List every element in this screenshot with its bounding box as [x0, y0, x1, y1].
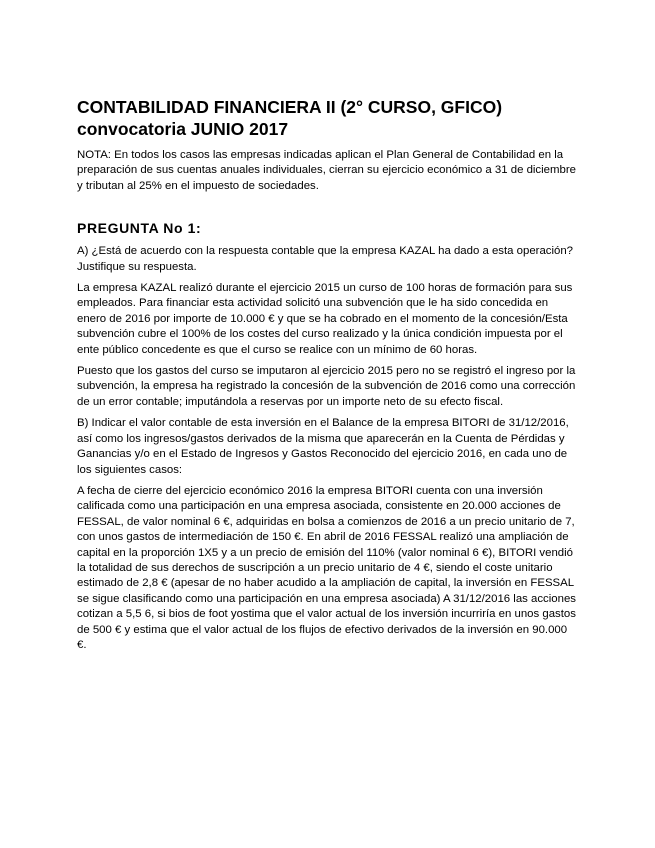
paragraph-part-b: B) Indicar el valor contable de esta inversión en el Balance de la empresa BITORI de 31/12/2016, así como los ingresos/gastos derivados de la misma que aparecerán en la Cuenta de Pérdidas y Ganancias y/o en el Estado de Ingresos y Gastos Reconocido del ejercicio 2016, en cada uno de los siguientes casos: — [77, 417, 569, 476]
title-line-2: convocatoria JUNIO 2017 — [77, 119, 289, 139]
paragraph-part-a: A) ¿Está de acuerdo con la respuesta contable que la empresa KAZAL ha dado a esta operación? Justifique su respuesta. — [77, 245, 574, 273]
title-line-1: CONTABILIDAD FINANCIERA II (2° CURSO, GFICO) — [77, 97, 503, 117]
paragraph-kazal-case: La empresa KAZAL realizó durante el ejercicio 2015 un curso de 100 horas de formación para sus empleados. Para financiar esta actividad solicitó una subvención que le ha sido concedida en enero de 2016 por importe de 10.000 € y que se ha cobrado en el momento de la concesión/Esta subvención cubre el 100% de los costes del curso realizado y la única condición impuesta por el ente público concedente es que el curso se realice con un mínimo de 60 horas. — [77, 282, 573, 356]
general-note: NOTA: En todos los casos las empresas indicadas aplican el Plan General de Contabilidad en la preparación de sus cuentas anuales individuales, cierran su ejercicio económico a 31 de diciembre y tributan al 25% en el impuesto de sociedades. — [77, 149, 576, 192]
paragraph-bitori-case: A fecha de cierre del ejercicio económico 2016 la empresa BITORI cuenta con una inversión calificada como una participación en una empresa asociada, consistente en 20.000 acciones de FESSAL, de valor nominal 6 €, adquiridas en bolsa a comienzos de 2016 a un precio unitario de 7, con unos gastos de intermediación de 150 €. En abril de 2016 FESSAL realizó una ampliación de capital en la proporción 1X5 y a un precio de emisión del 110% (valor nominal 6 €), BITORI vendió la totalidad de sus derechos de suscripción a un precio unitario de 4 €, siendo el coste unitario estimado de 2,8 € (apesar de no haber acudido a la ampliación de capital, la inversión en FESSAL se sigue clasificando como una participación en una empresa asociada) A 31/12/2016 las acciones cotizan a 5,5 6, si bios de foot yostima que el valor actual de los inversión incurriría en unos gastos de 500 € y estima que el valor actual de los flujos de efectivo derivados de la inversión en 90.000 €. — [77, 484, 576, 651]
document-title — [77, 96, 577, 140]
document-page — [77, 96, 577, 659]
paragraph-kazal-treatment: Puesto que los gastos del curso se imputaron al ejercicio 2015 pero no se registró el ingreso por la subvención, la empresa ha registrado la concesión de la subvención de 2016 como una corrección de un error contable; imputándola a reservas por un importe neto de su efecto fiscal. — [77, 365, 576, 408]
question-heading: PREGUNTA No 1: — [77, 220, 202, 237]
